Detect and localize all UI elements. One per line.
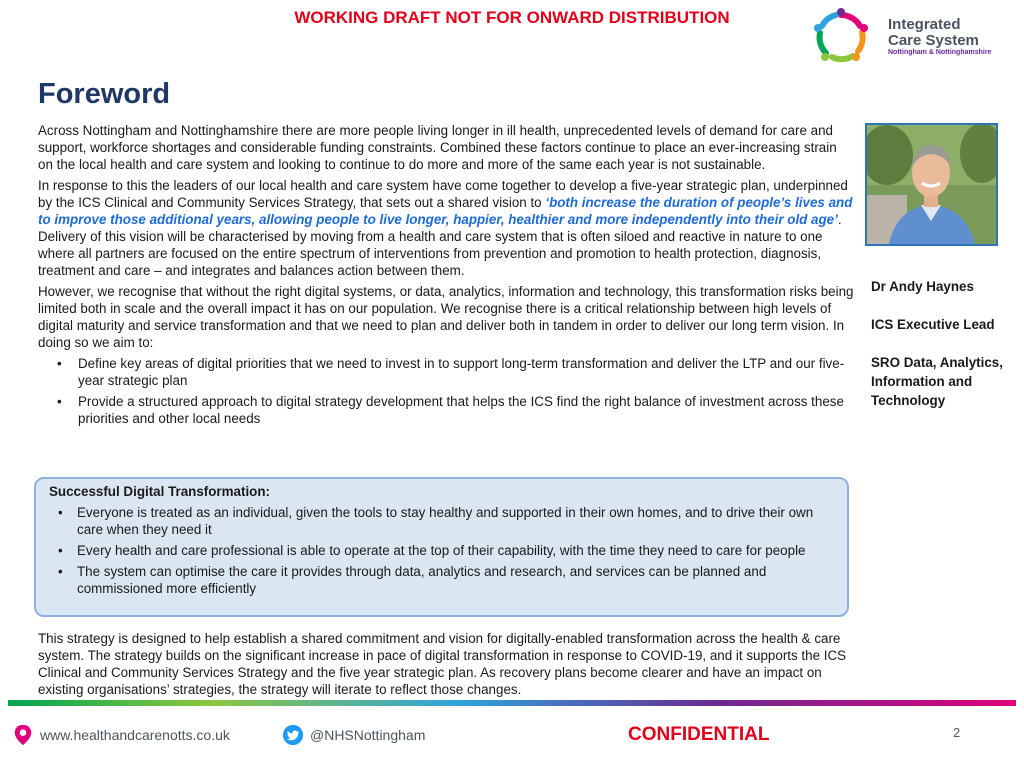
callout-list xyxy=(49,504,835,597)
pin-icon xyxy=(12,724,34,746)
twitter-handle[interactable]: @NHSNottingham xyxy=(310,727,426,743)
twitter-icon xyxy=(282,724,304,746)
callout-box xyxy=(34,477,849,617)
logo-line3: Nottingham & Nottinghamshire xyxy=(888,49,992,56)
page-number: 2 xyxy=(953,725,961,740)
list-item: • Every health and care professional is able to operate at the top of their capability, with the time they need to care for people xyxy=(49,542,835,559)
foreword-body xyxy=(38,122,854,431)
profile-photo xyxy=(865,123,998,246)
callout-title: Successful Digital Transformation: xyxy=(49,484,270,499)
profile-portfolio: SRO Data, Analytics, Information and Technology xyxy=(871,355,1003,408)
logo-line2: Care System xyxy=(888,32,979,49)
draft-notice: WORKING DRAFT NOT FOR ONWARD DISTRIBUTION xyxy=(294,8,730,27)
paragraph-2-start: In response to this the leaders of our local health and care system have come together to develop a five-year strategic plan, underpinned by the ICS Clinical and Community Services Strategy, that sets out a shared vision to xyxy=(38,178,848,210)
logo-line1: Integrated xyxy=(888,16,961,33)
vision-quote: ‘both increase the duration of people’s lives and to improve those additional years, allowing people to live longer, happier, healthier and more independently into their old age’ xyxy=(38,195,853,227)
website-link[interactable]: www.healthandcarenotts.co.uk xyxy=(40,727,230,743)
list-item: • Provide a structured approach to digital strategy development that helps the ICS find the right balance of investment across these priorities and other local needs xyxy=(38,393,854,427)
list-item: • Define key areas of digital priorities that we need to invest in to support long-term transformation and deliver the LTP and our five-year strategic plan xyxy=(38,355,854,389)
ics-logo xyxy=(808,4,1008,74)
footer-divider xyxy=(8,700,1016,706)
list-item: • The system can optimise the care it provides through data, analytics and research, and services can be planned and commissioned more efficiently xyxy=(49,563,835,597)
person-photo-icon xyxy=(867,125,996,244)
ics-logo-icon xyxy=(810,6,872,68)
paragraph-1: Across Nottingham and Nottinghamshire there are more people living longer in ill health, unprecedented levels of demand for care and support, workforce shortages and considerable funding constraints. Combined these factors continue to place an ever-increasing strain on the local health and care system and looking to continue to do more and more of the same each year is not sustainable. xyxy=(38,123,837,172)
paragraph-3: However, we recognise that without the right digital systems, or data, analytics, information and technology, this transformation risks being limited both in scale and the overall impact it has on our population. We recognise there is a critical relationship between high levels of digital maturity and service transformation and that we need to plan and deliver both in tandem in order to deliver our long term vision. In doing so we aim to: xyxy=(38,284,854,350)
page-title: Foreword xyxy=(38,78,171,110)
list-item: • Everyone is treated as an individual, given the tools to stay healthy and supported in their own homes, and to drive their own care when they need it xyxy=(49,504,835,538)
closing-paragraph: This strategy is designed to help establish a shared commitment and vision for digitally-enabled transformation across the health & care system. The strategy builds on the significant increase in pace of digital transformation in response to COVID-19, and it supports the ICS Clinical and Community Services Strategy and the five year strategic plan. As recovery plans become clearer and have an impact on existing organisations’ strategies, the strategy will iterate to reflect those changes. xyxy=(38,631,847,697)
aims-list xyxy=(38,355,854,427)
paragraph-2-end: . Delivery of this vision will be characterised by moving from a health and care system that is often siloed and reactive in nature to one where all partners are focused on the entire spectrum of interventions from prevention and promotion to health protection, diagnosis, treatment and care – and integrates and balances action between them. xyxy=(38,212,842,278)
profile-role: ICS Executive Lead xyxy=(871,317,995,332)
profile-name: Dr Andy Haynes xyxy=(871,279,974,294)
profile-sidebar xyxy=(871,277,1011,429)
confidential-label: CONFIDENTIAL xyxy=(628,724,770,745)
paragraph-2 xyxy=(38,177,854,279)
